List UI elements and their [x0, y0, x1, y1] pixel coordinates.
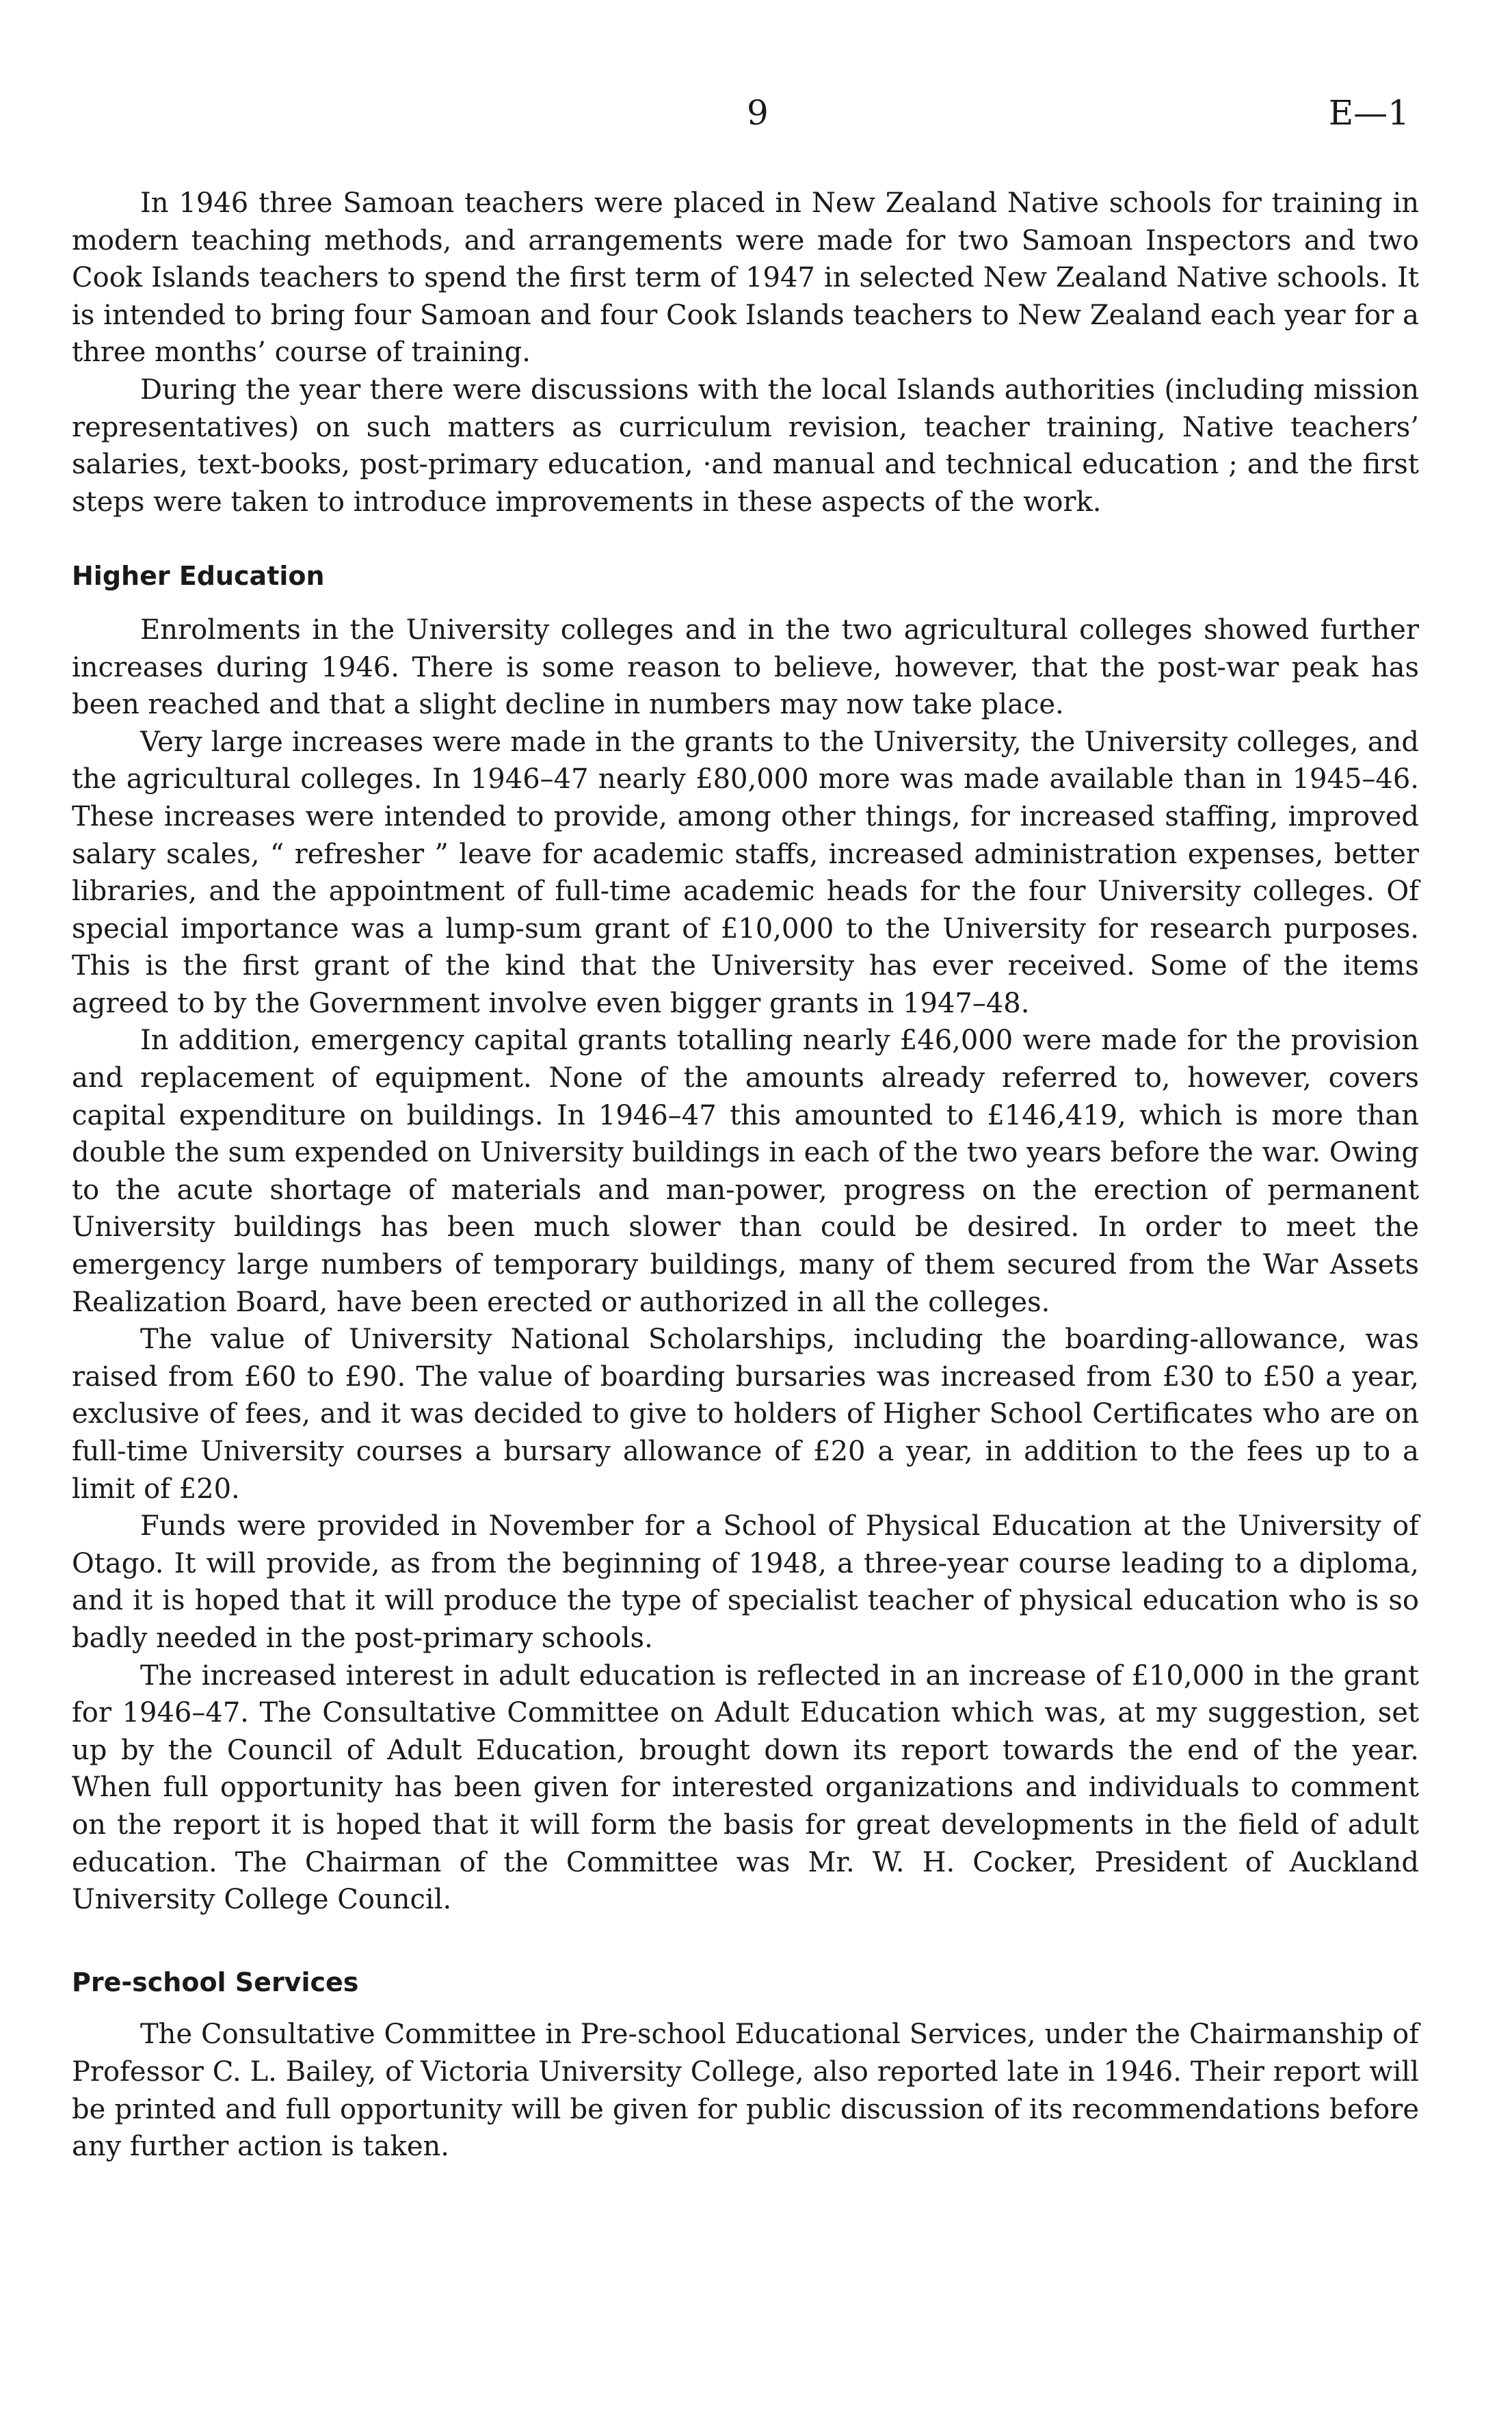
- paragraph: In addition, emergency capital grants totalling nearly £46,000 were made for the provision and replacement of equipment. None of the amounts already referred to, however, covers capital expenditure on buildings. In 1946–47 this amounted to £146,419, which is more than double the sum expended on University buildings in each of the two years before the war. Owing to the acute shortage of materials and man-power, progress on the erection of permanent University buildings has been much slower than could be desired. In order to meet the emergency large numbers of temporary buildings, many of them secured from the War Assets Realization Board, have been erected or authorized in all the colleges.: [72, 1025, 1419, 1318]
- paragraph: The increased interest in adult education is reflected in an increase of £10,000 in the grant for 1946–47. The Consultative Committee on Adult Education which was, at my suggestion, set up by the Council of Adult Education, brought down its report towards the end of the year. When full opportunity has been given for interested organizations and individuals to comment on the report it is hoped that it will form the basis for great developments in the field of adult education. The Chairman of the Committee was Mr. W. H. Cocker, President of Auckland University College Council.: [72, 1659, 1419, 1916]
- page-number: 9: [747, 93, 769, 133]
- paragraph: In 1946 three Samoan teachers were placed in New Zealand Native schools for training in modern teaching methods, and arrangements were made for two Samoan Inspectors and two Cook Islands teachers to spend the first term of 1947 in selected New Zealand Native schools. It is intended to bring four Samoan and four Cook Islands teachers to New Zealand each year for a three months’ course of training.: [72, 187, 1419, 369]
- paragraph: During the year there were discussions with the local Islands authorities (including mission representatives) on such matters as curriculum revision, teacher training, Native teachers’ salaries, text-books, post-primary education, ·and manual and technical education ; and the first steps were taken to introduce improvements in these aspects of the work.: [72, 373, 1419, 518]
- section-heading-pre-school-services: Pre-school Services: [72, 1967, 359, 1997]
- paragraph: Funds were provided in November for a School of Physical Education at the University of Otago. It will provide, as from the beginning of 1948, a three-year course leading to a diploma, and it is hoped that it will produce the type of specialist teacher of physical education who is so badly needed in the post-primary schools.: [72, 1510, 1419, 1654]
- paragraph: Very large increases were made in the grants to the University, the University colleges, and the agricultural colleges. In 1946–47 nearly £80,000 more was made available than in 1945–46. These increases were intended to provide, among other things, for increased staffing, improved salary scales, “ refresher ” leave for academic staffs, increased administration expenses, better libraries, and the appointment of full-time academic heads for the four University colleges. Of special importance was a lump-sum grant of £10,000 to the University for research purposes. This is the first grant of the kind that the University has ever received. Some of the items agreed to by the Government involve even bigger grants in 1947–48.: [72, 726, 1419, 1019]
- paragraph: The Consultative Committee in Pre-school Educational Services, under the Chairmanship of Professor C. L. Bailey, of Victoria University College, also reported late in 1946. Their report will be printed and full opportunity will be given for public discussion of its recommendations before any further action is taken.: [72, 2019, 1419, 2163]
- section-heading-higher-education: Higher Education: [72, 561, 325, 592]
- document-reference: E—1: [1328, 93, 1409, 133]
- paragraph: The value of University National Scholarships, including the boarding-allowance, was raised from £60 to £90. The value of boarding bursaries was increased from £30 to £50 a year, exclusive of fees, and it was decided to give to holders of Higher School Certificates who are on full-time University courses a bursary allowance of £20 a year, in addition to the fees up to a limit of £20.: [72, 1324, 1419, 1505]
- paragraph: Enrolments in the University colleges and in the two agricultural colleges showed further increases during 1946. There is some reason to believe, however, that the post-war peak has been reached and that a slight decline in numbers may now take place.: [72, 614, 1419, 721]
- body-text: [72, 185, 1419, 2166]
